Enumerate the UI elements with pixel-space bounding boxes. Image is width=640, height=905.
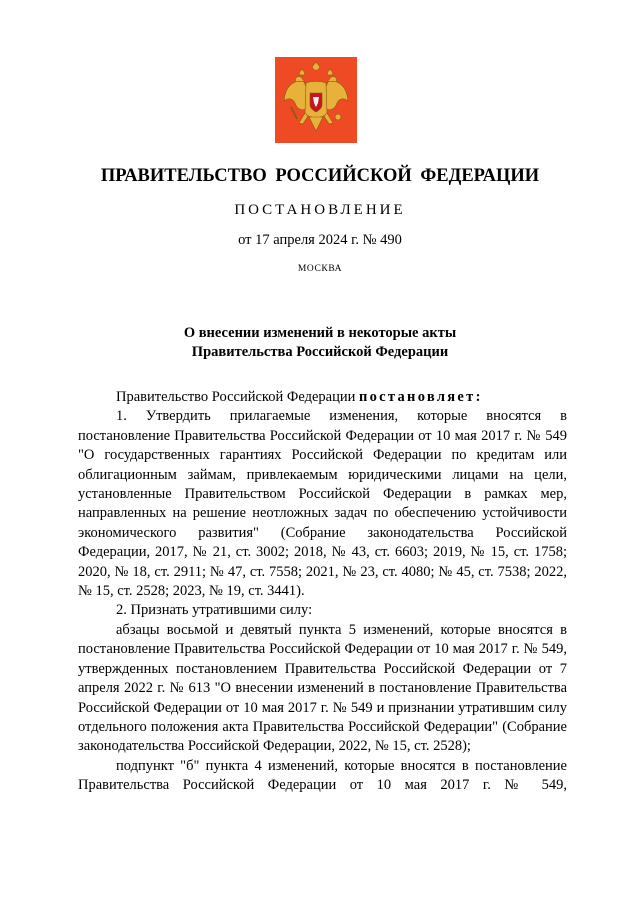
document-type: ПОСТАНОВЛЕНИЕ [234, 202, 406, 218]
body-intro-text: Правительство Российской Федерации [116, 389, 359, 405]
double-headed-eagle-icon [275, 57, 357, 143]
body-paragraph-1: 1. Утвердить прилагаемые изменения, которые вносятся в постановление Правительства Российской Федерации от 10 мая 2017 г. № 549 "О государственных гарантиях Российской Федерации по кредитам или облигационным займам, привлекаемым юридическими лицами на цели, установленные Правительством Российской Федерации в рамках мер, направленных на решение неотложных задач по обеспечению устойчивости экономического развития" (Собрание законодательства Российской Федерации, 2017, № 21, ст. 3002; 2018, № 43, ст. 6603; 2019, № 15, ст. 1758; 2020, № 18, ст. 2911; № 47, ст. 7558; 2021, № 23, ст. 4080; № 45, ст. 7538; 2022, № 15, ст. 2528; 2023, № 19, ст. 3441). [78, 408, 567, 600]
document-date-number: от 17 апреля 2024 г. № 490 [238, 232, 402, 248]
document-subject [0, 324, 640, 362]
body-intro-paragraph [78, 388, 567, 407]
body-intro-verb: постановляет: [358, 389, 483, 405]
body-paragraph-3: абзацы восьмой и девятый пункта 5 изменений, которые вносятся в постановление Правительства Российской Федерации от 10 мая 2017 г. № 549, утвержденных постановлением Правительства Российской Федерации от 7 апреля 2022 г. № 613 "О внесении изменений в постановление Правительства Российской Федерации от 10 мая 2017 г. № 549 и признании утратившим силу отдельного положения акта Правительства Российской Федерации" (Собрание законодательства Российской Федерации, 2022, № 15, ст. 2528); [78, 621, 567, 755]
document-city: МОСКВА [297, 264, 343, 274]
subject-line-2: Правительства Российской Федерации [191, 344, 449, 360]
body-paragraph-4: подпункт "б" пункта 4 изменений, которые вносятся в постановление Правительства Российской Федерации от 10 мая 2017 г. № 549, [78, 757, 567, 794]
coat-of-arms-emblem [275, 57, 357, 143]
document-body [78, 388, 567, 796]
body-paragraph-2: 2. Признать утратившими силу: [116, 602, 313, 619]
government-name: ПРАВИТЕЛЬСТВО РОССИЙСКОЙ ФЕДЕРАЦИИ [100, 166, 540, 186]
subject-line-1: О внесении изменений в некоторые акты [183, 325, 457, 341]
